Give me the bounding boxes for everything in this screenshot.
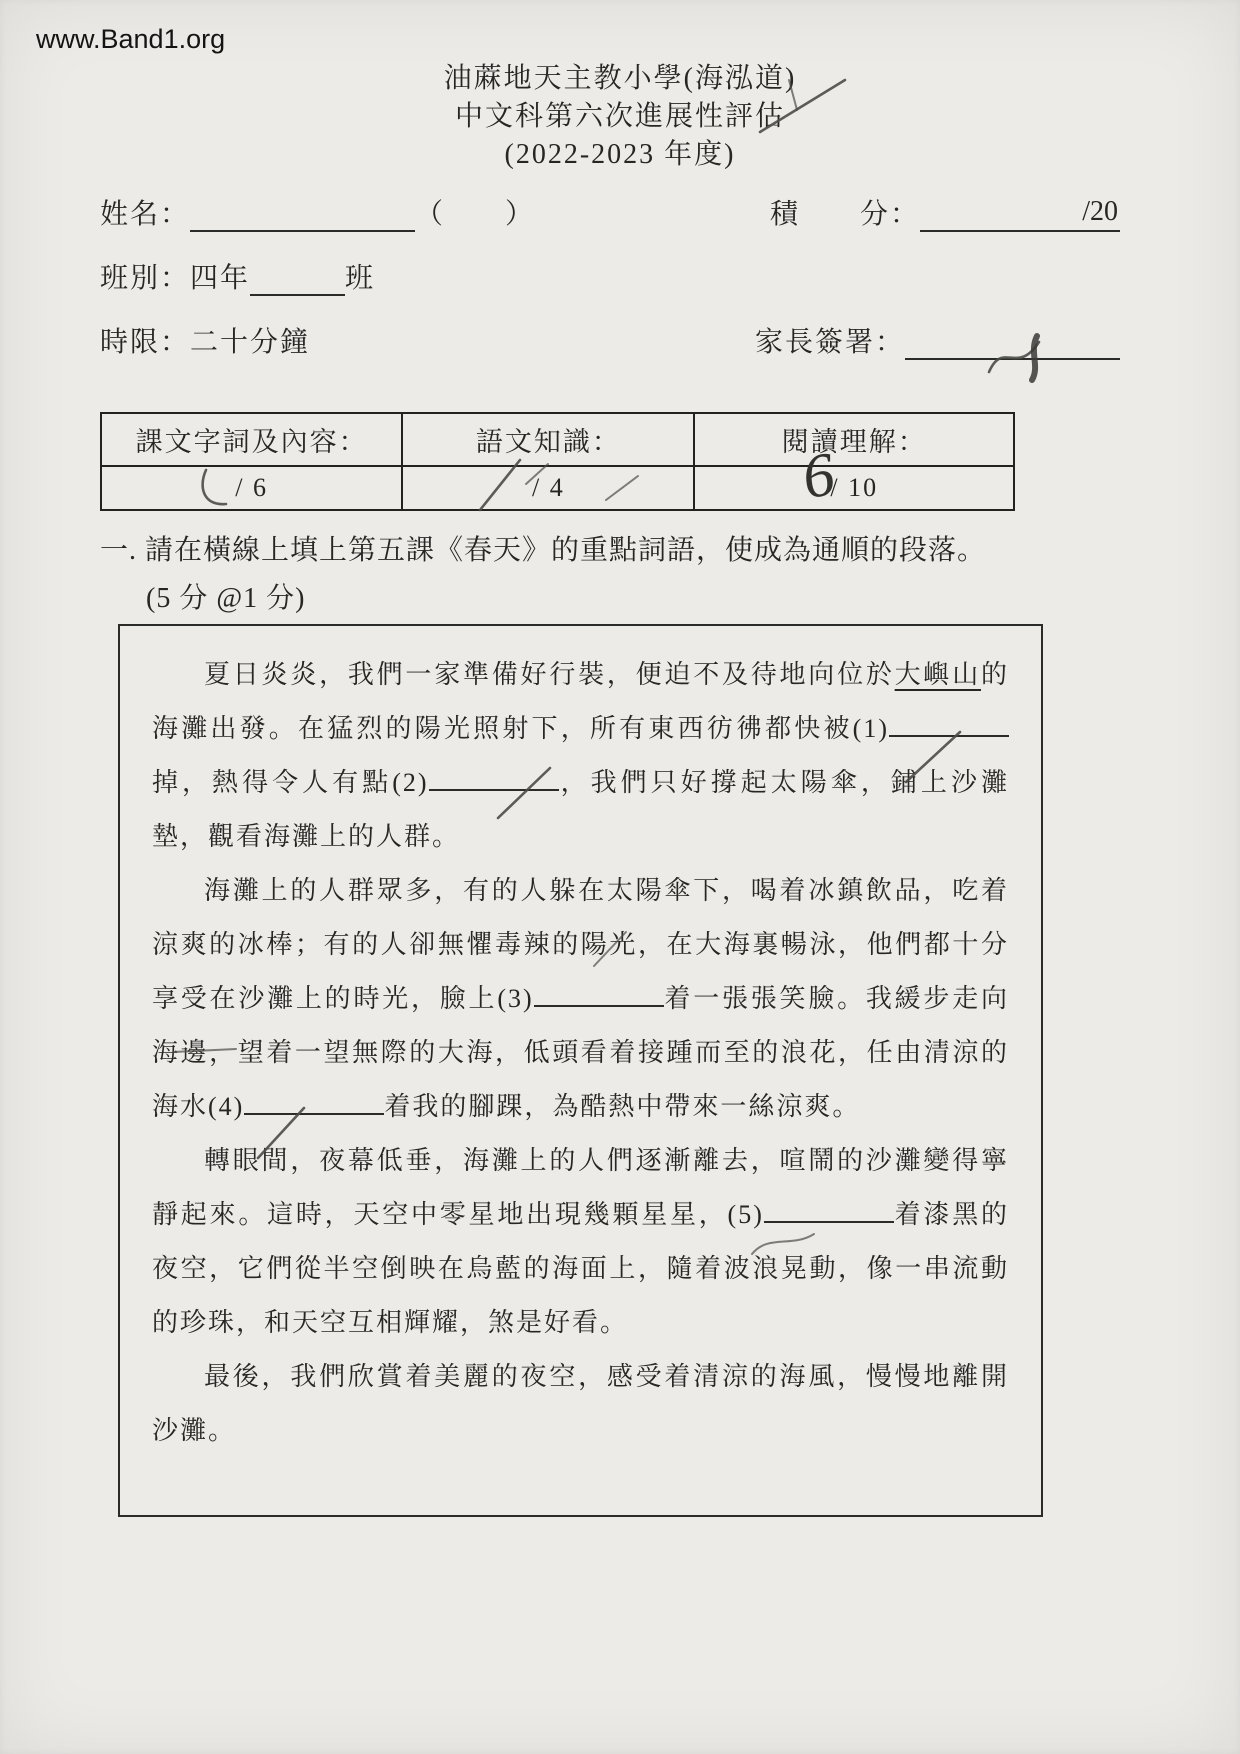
- class-field: [100, 256, 375, 296]
- score-cell-vocab: [101, 466, 402, 510]
- passage-paragraph-2: [152, 864, 1009, 1134]
- class-label: 班別：四年: [100, 263, 251, 294]
- score-value: / 6: [235, 473, 268, 502]
- passage-text: 轉眼間，夜幕低垂，海灘上的人們逐漸離去，喧鬧的沙灘變得寧靜起來。這時，天空中零星地出現幾顆星星，(5): [152, 1146, 1009, 1229]
- passage-paragraph-4: [152, 1350, 1009, 1458]
- passage-text: 着漆黑的夜空，它們從半空倒映在烏藍的海面上，隨着波浪晃動，像一串流動的珍珠，和天空互相輝耀，煞是好看。: [152, 1200, 1009, 1337]
- exam-header: [0, 60, 1240, 174]
- passage-text: ，我們只好撐起太陽傘，鋪上沙灘墊，觀看海灘上的人群。: [152, 768, 1009, 851]
- exam-title: 中文科第六次進展性評估: [454, 101, 785, 132]
- name-label: 姓名：: [100, 199, 191, 230]
- fill-blank-3[interactable]: [534, 975, 664, 1007]
- score-header-vocab: 課文字詞及內容：: [101, 413, 402, 466]
- score-value: / 10: [830, 473, 879, 502]
- school-name: 油蔴地天主教小學(海泓道): [443, 63, 797, 94]
- score-blank-line[interactable]: [920, 196, 1120, 232]
- pen-mark-blank-5: [748, 1226, 820, 1262]
- score-header-language: 語文知識：: [402, 413, 694, 466]
- passage-text: 掉，熱得令人有點(2): [152, 768, 429, 797]
- score-label: 積 分：: [769, 199, 920, 230]
- site-watermark: www.Band1.org: [36, 24, 226, 54]
- passage-text: 着我的腳踝，為酷熱中帶來一絲涼爽。: [384, 1092, 861, 1121]
- passage-text: 最後，我們欣賞着美麗的夜空，感受着清涼的海風，慢慢地離開沙灘。: [152, 1362, 1009, 1445]
- form-row-time-sign: [100, 320, 1120, 360]
- score-total: /20: [1082, 196, 1118, 227]
- score-value: / 4: [531, 473, 565, 502]
- section-1-instruction: 一. 請在橫線上填上第五課《春天》的重點詞語，使成為通順的段落。: [100, 535, 987, 566]
- form-row-class: [100, 256, 1120, 296]
- handwritten-score-6: 6: [797, 439, 843, 513]
- pen-mark-blank-1: [898, 726, 968, 788]
- score-field: [770, 192, 1120, 232]
- parent-sign-field: [755, 320, 1120, 360]
- time-field: [100, 320, 310, 360]
- name-field: [100, 192, 535, 232]
- class-blank-line[interactable]: [250, 260, 345, 296]
- passage-paragraph-3: [152, 1134, 1009, 1350]
- pen-mark-blank-4: [252, 1102, 312, 1164]
- section-1-marks: (5 分 @1 分): [146, 583, 306, 614]
- exam-year: (2022-2023 年度): [504, 139, 736, 170]
- passage-text: 着一張張笑臉。我緩步走向海邊，望着一望無際的大海，低頭看着接踵而至的浪花，任由清涼的海水(4): [152, 984, 1009, 1121]
- underlined-term: 大嶼山: [894, 660, 981, 689]
- pen-mark-title: [755, 74, 850, 136]
- student-info-form: [100, 192, 1120, 384]
- time-limit-label: 時限：二十分鐘: [100, 327, 311, 358]
- pen-mark-sunlight: [588, 926, 634, 972]
- pen-mark-signature: [985, 328, 1047, 386]
- passage-text: 的海灘出發。在猛烈的陽光照射下，所有東西彷彿都快被(1): [152, 660, 1009, 743]
- score-header-reading: 閱讀理解：: [694, 413, 1014, 466]
- name-blank-line[interactable]: [190, 196, 415, 232]
- pen-mark-underline: [170, 1044, 240, 1058]
- pen-mark-table-mid2: [600, 470, 644, 506]
- pen-mark-table-left: [196, 466, 238, 512]
- class-suffix: 班: [345, 263, 376, 294]
- pen-mark-blank-2: [492, 762, 558, 824]
- name-paren: （ ）: [415, 199, 536, 230]
- form-row-name-score: [100, 192, 1120, 232]
- fill-blank-5[interactable]: [764, 1191, 894, 1223]
- passage-text: 海灘上的人群眾多，有的人躲在太陽傘下，喝着冰鎮飲品，吃着涼爽的冰棒；有的人卻無懼毒辣的陽光，在大海裏暢泳，他們都十分享受在沙灘上的時光，臉上(3): [152, 876, 1009, 1013]
- passage-text: 夏日炎炎，我們一家準備好行裝，便迫不及待地向位於: [204, 660, 895, 689]
- parent-sign-label: 家長簽署：: [754, 327, 905, 358]
- passage-paragraph-1: [152, 648, 1009, 864]
- pen-mark-table-mid: [470, 452, 554, 516]
